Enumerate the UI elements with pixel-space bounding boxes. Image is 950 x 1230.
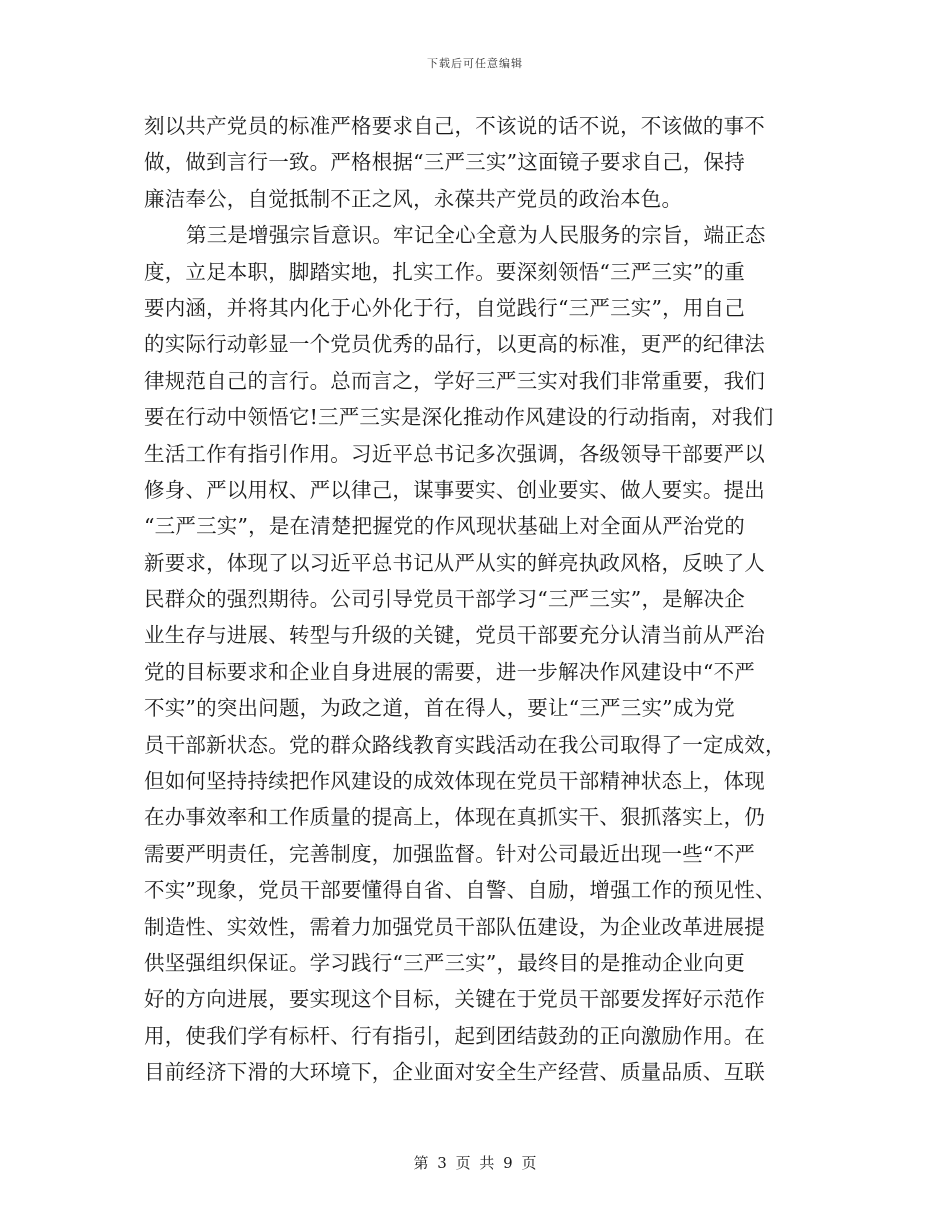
text-line: 在办事效率和工作质量的提高上，体现在真抓实干、狠抓落实上，仍: [144, 805, 765, 830]
text-line: 要内涵，并将其内化于心外化于行，自觉践行“三严三实”，用自己: [144, 295, 745, 320]
text-line: 做，做到言行一致。严格根据“三严三实”这面镜子要求自己，保持: [144, 150, 745, 175]
paragraph-start-line: 第三是增强宗旨意识。牢记全心全意为人民服务的宗旨，端正态: [186, 223, 766, 248]
page-header: 下载后可任意编辑: [427, 57, 523, 70]
text-line: “三严三实”，是在清楚把握党的作风现状基础上对全面从严治党的: [144, 514, 745, 539]
text-line: 廉洁奉公，自觉抵制不正之风，永葆共产党员的政治本色。: [144, 186, 683, 211]
text-line: 但如何坚持持续把作风建设的成效体现在党员干部精神状态上，体现: [144, 769, 765, 794]
text-line: 新要求，体现了以习近平总书记从严从实的鲜亮执政风格，反映了人: [144, 550, 765, 575]
document-body: [144, 108, 810, 1091]
text-line: 律规范自己的言行。总而言之，学好三严三实对我们非常重要，我们: [144, 368, 765, 393]
text-line: 不实”现象，党员干部要懂得自省、自警、自励，增强工作的预见性、: [144, 878, 776, 903]
text-line: 度，立足本职，脚踏实地，扎实工作。要深刻领悟“三严三实”的重: [144, 259, 745, 284]
text-line: 生活工作有指引作用。习近平总书记多次强调，各级领导干部要严以: [144, 441, 765, 466]
text-line: 不实”的突出问题，为政之道，首在得人，要让“三严三实”成为党: [144, 696, 735, 721]
text-line: 民群众的强烈期待。公司引导党员干部学习“三严三实”，是解决企: [144, 587, 745, 612]
page-number-footer: 第 3 页 共 9 页: [413, 1154, 537, 1172]
text-line: 党的目标要求和企业自身进展的需要，进一步解决作风建设中“不严: [144, 659, 755, 684]
text-line: 刻以共产党员的标准严格要求自己，不该说的话不说，不该做的事不: [144, 114, 765, 138]
text-line: 好的方向进展，要实现这个目标，关键在于党员干部要发挥好示范作: [144, 987, 765, 1012]
text-line: 需要严明责任，完善制度，加强监督。针对公司最近出现一些“不严: [144, 841, 755, 866]
text-line: 要在行动中领悟它!三严三实是深化推动作风建设的行动指南，对我们: [144, 405, 774, 430]
text-line: 修身、严以用权、严以律己，谋事要实、创业要实、做人要实。提出: [144, 477, 765, 502]
text-line: 供坚强组织保证。学习践行“三严三实”，最终目的是推动企业向更: [144, 950, 745, 975]
text-line: 用，使我们学有标杆、行有指引，起到团结鼓劲的正向激励作用。在: [144, 1023, 765, 1048]
text-line: 业生存与进展、转型与升级的关键，党员干部要充分认清当前从严治: [144, 623, 765, 648]
text-line: 员干部新状态。党的群众路线教育实践活动在我公司取得了一定成效，: [144, 732, 786, 757]
text-line: 目前经济下滑的大环境下，企业面对安全生产经营、质量品质、互联: [144, 1060, 765, 1085]
text-line: 制造性、实效性，需着力加强党员干部队伍建设，为企业改革进展提: [144, 914, 765, 939]
text-line: 的实际行动彰显一个党员优秀的品行，以更高的标准，更严的纪律法: [144, 332, 765, 357]
